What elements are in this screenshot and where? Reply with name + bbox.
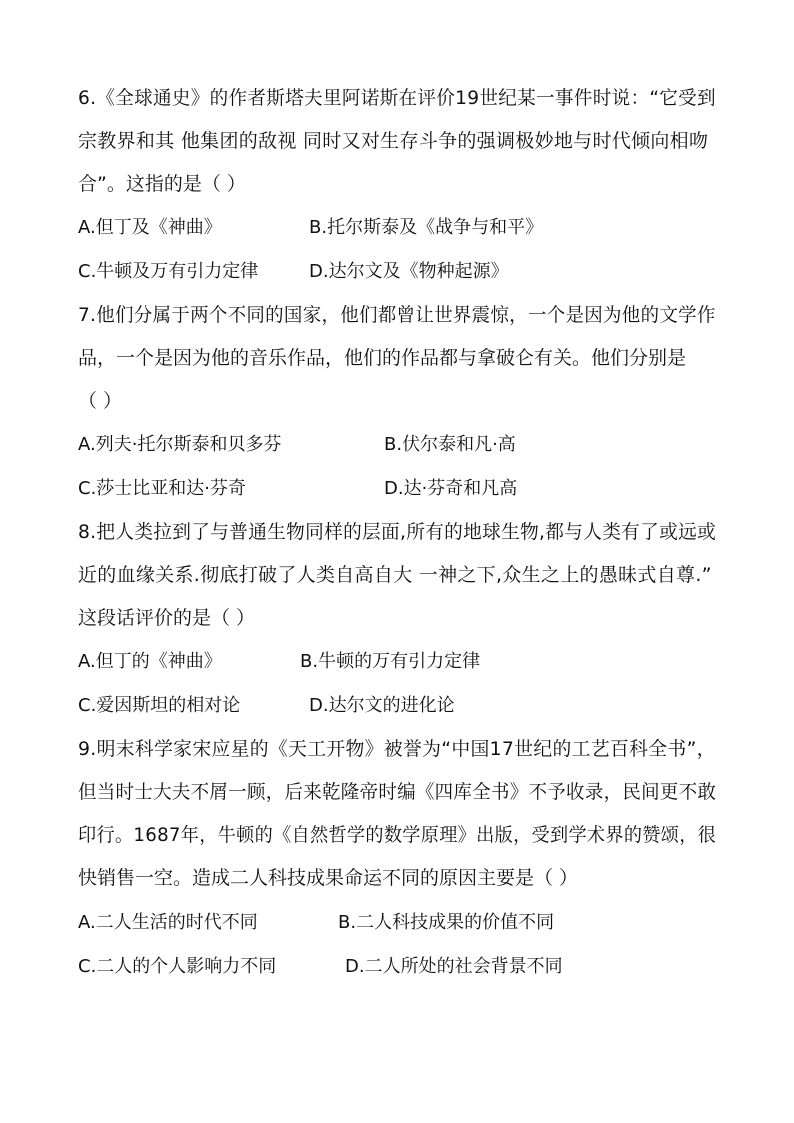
question-text-line: 7.他们分属于两个不同的国家，他们都曾让世界震惊，一个是因为他的文学作	[78, 304, 716, 326]
option-c: C.二人的个人影响力不同	[78, 956, 277, 977]
option-d: D.二人所处的社会背景不同	[345, 956, 563, 977]
option-a: A.二人生活的时代不同	[78, 912, 258, 933]
option-d: D.达尔文及《物种起源》	[309, 261, 509, 282]
option-a: A.但丁的《神曲》	[78, 651, 222, 672]
option-c: C.莎士比亚和达·芬奇	[78, 478, 247, 499]
question-text-line: 品，一个是因为他的音乐作品，他们的作品都与拿破仑有关。他们分别是	[78, 347, 687, 369]
option-a: A.但丁及《神曲》	[78, 217, 222, 238]
option-b: B.牛顿的万有引力定律	[300, 651, 481, 672]
question-text-line: 宗教界和其 他集团的敌视 同时又对生存斗争的强调极妙地与时代倾向相吻	[78, 130, 709, 152]
option-d: D.达·芬奇和凡高	[384, 478, 518, 499]
option-b: B.二人科技成果的价值不同	[338, 912, 555, 933]
question-text-line: 合”。这指的是（ ）	[78, 173, 246, 195]
option-b: B.伏尔泰和凡·高	[384, 434, 516, 455]
option-b: B.托尔斯泰及《战争与和平》	[309, 217, 544, 238]
option-d: D.达尔文的进化论	[309, 695, 455, 716]
option-a: A.列夫·托尔斯泰和贝多芬	[78, 434, 282, 455]
question-text-line: 但当时士大夫不屑一顾，后来乾隆帝时编《四库全书》不予收录，民间更不敢	[78, 781, 717, 803]
question-text-line: 印行。1687年，牛顿的《自然哲学的数学原理》出版，受到学术界的赞颂，很	[78, 824, 717, 846]
option-c: C.爱因斯坦的相对论	[78, 695, 241, 716]
question-text-line: 8.把人类拉到了与普通生物同样的层面,所有的地球生物,都与人类有了或远或	[78, 521, 717, 543]
question-text-line: 近的血缘关系.彻底打破了人类自高自大 一神之下,众生之上的愚昧式自尊.”	[78, 564, 712, 586]
question-text-line: 6.《全球通史》的作者斯塔夫里阿诺斯在评价19世纪某一事件时说：“它受到	[78, 87, 716, 109]
question-text-line: 快销售一空。造成二人科技成果命运不同的原因主要是（ ）	[78, 867, 579, 889]
question-text-line: 9.明末科学家宋应星的《天工开物》被誉为“中国17世纪的工艺百科全书”，	[78, 738, 716, 760]
option-c: C.牛顿及万有引力定律	[78, 261, 259, 282]
question-text-line: （ ）	[78, 390, 123, 412]
question-text-line: 这段话评价的是（ ）	[78, 607, 256, 629]
